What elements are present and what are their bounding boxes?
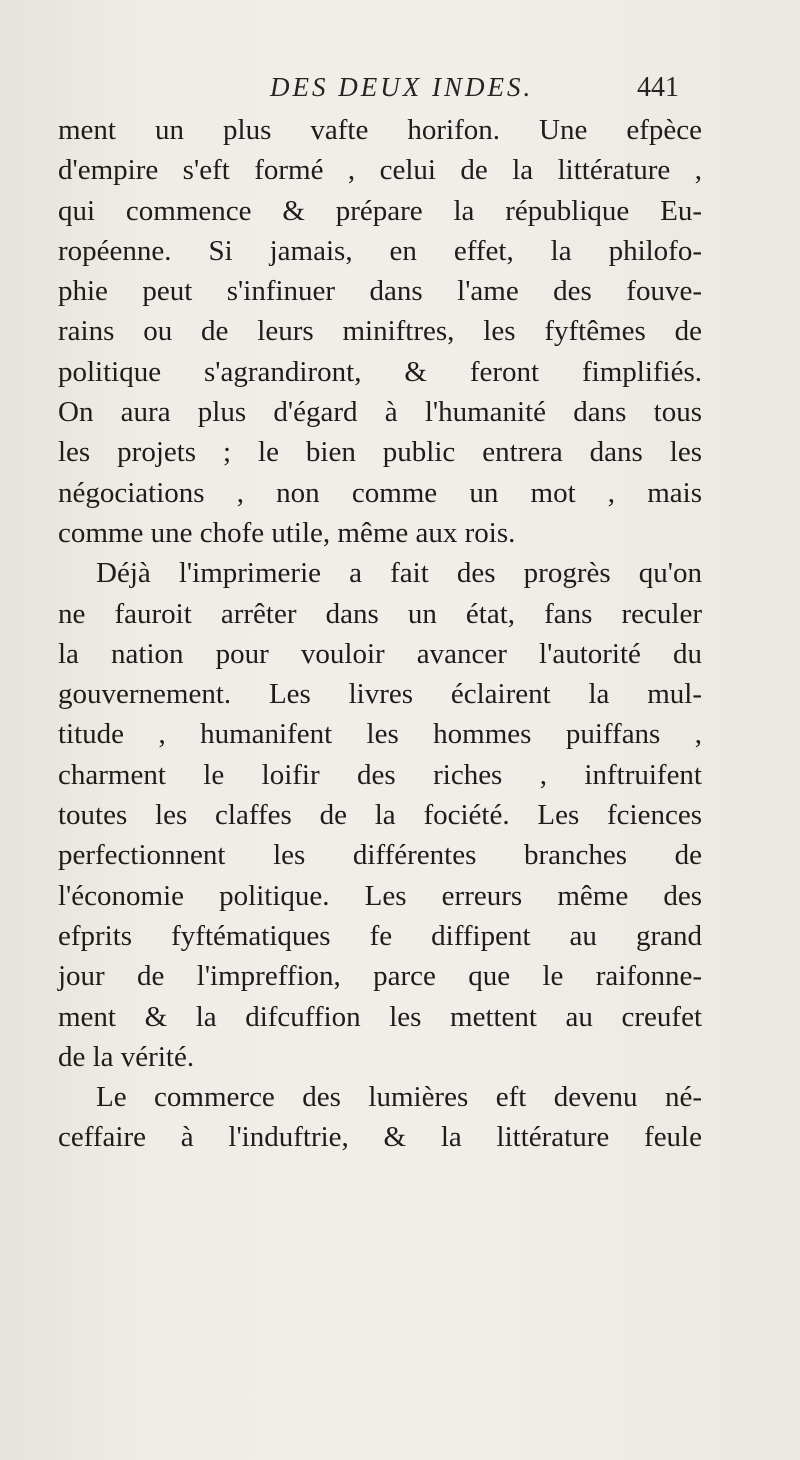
page-number: 441	[637, 72, 679, 103]
text-line: Le commerce des lumières eft devenu né-	[96, 1081, 702, 1114]
text-line: jour de l'impreffion, parce que le raifonne-	[58, 960, 702, 993]
text-line: politique s'agrandiront, & feront fimplifiés.	[58, 355, 702, 388]
text-line: Déjà l'imprimerie a fait des progrès qu'on	[96, 557, 702, 590]
text-line: ropéenne. Si jamais, en effet, la philofo-	[58, 234, 702, 267]
text-line: perfectionnent les différentes branches de	[58, 839, 702, 872]
running-head: DES DEUX INDES.	[270, 72, 534, 102]
text-line: gouvernement. Les livres éclairent la mul-	[58, 678, 702, 711]
text-line: les projets ; le bien public entrera dans les	[58, 436, 702, 469]
text-line: efprits fyftématiques fe diffipent au grand	[58, 919, 702, 952]
text-line: d'empire s'eft formé , celui de la littérature ,	[58, 154, 702, 187]
text-line: charment le loifir des riches , inftruifent	[58, 758, 702, 791]
text-line: négociations , non comme un mot , mais	[58, 476, 702, 509]
text-line: On aura plus d'égard à l'humanité dans tous	[58, 396, 702, 429]
text-line: ment un plus vafte horifon. Une efpèce	[58, 114, 702, 146]
text-line: ment & la difcuffion les mettent au creufet	[58, 1000, 702, 1033]
text-line: comme une chofe utile, même aux rois.	[58, 516, 516, 549]
text-line: ceffaire à l'induftrie, & la littérature feule	[58, 1121, 702, 1154]
text-line: rains ou de leurs miniftres, les fyftêmes de	[58, 315, 702, 348]
text-line: ne fauroit arrêter dans un état, fans reculer	[58, 597, 702, 630]
text-line: l'économie politique. Les erreurs même des	[58, 879, 702, 912]
text-line: toutes les claffes de la fociété. Les fciences	[58, 799, 702, 832]
body-text	[58, 110, 702, 1158]
page-header	[250, 72, 700, 112]
text-line: phie peut s'infinuer dans l'ame des fouve-	[58, 275, 702, 308]
text-line: de la vérité.	[58, 1040, 195, 1073]
text-line: la nation pour vouloir avancer l'autorité du	[58, 637, 702, 670]
text-line: qui commence & prépare la république Eu-	[58, 194, 702, 227]
text-line: titude , humanifent les hommes puiffans ,	[58, 718, 702, 751]
